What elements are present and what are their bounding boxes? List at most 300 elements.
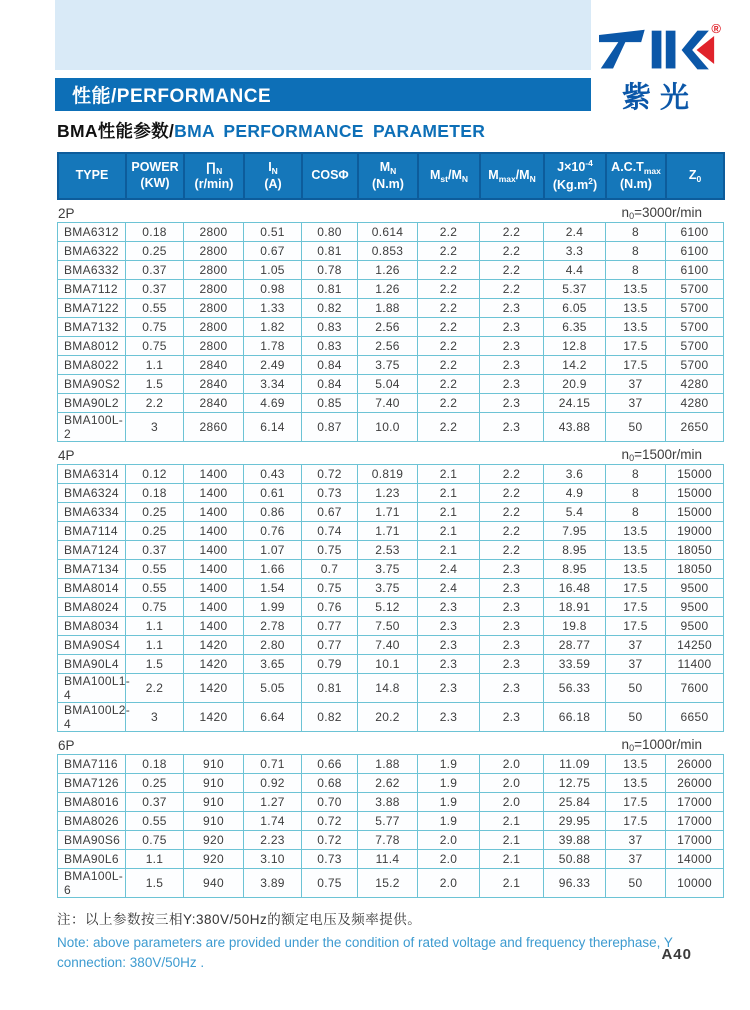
cell-mmax-mn: 2.2 [480,522,544,541]
cell-type: BMA90S4 [58,636,126,655]
cell-type: BMA6314 [58,465,126,484]
cell-cos-phi: 0.72 [302,465,358,484]
cell-rated-speed: 2840 [184,394,244,413]
cell-rated-current: 1.07 [244,541,302,560]
cell-power: 1.1 [126,636,184,655]
cell-rated-current: 3.89 [244,869,302,898]
cell-mmax-mn: 2.3 [480,655,544,674]
page-number: A40 [661,946,692,963]
table-row [58,812,724,831]
cell-rated-torque: 2.56 [358,337,418,356]
cell-rated-torque: 1.88 [358,299,418,318]
cell-mmax-mn: 2.3 [480,413,544,442]
cell-mmax-mn: 2.3 [480,318,544,337]
cell-cos-phi: 0.73 [302,484,358,503]
cell-mst-mn: 2.2 [418,261,480,280]
cell-z0: 18050 [666,560,724,579]
cell-cos-phi: 0.81 [302,674,358,703]
cell-inertia: 19.8 [544,617,606,636]
cell-type: BMA100L2-4 [58,703,126,732]
cell-act-max: 8 [606,242,666,261]
cell-cos-phi: 0.68 [302,774,358,793]
cell-mmax-mn: 2.3 [480,617,544,636]
cell-rated-torque: 10.0 [358,413,418,442]
cell-rated-torque: 20.2 [358,703,418,732]
cell-z0: 6100 [666,261,724,280]
cell-z0: 17000 [666,831,724,850]
column-header-rated-speed: $\prod_N$ (r/min) [184,153,244,199]
cell-z0: 6100 [666,223,724,242]
cell-type: BMA7124 [58,541,126,560]
cell-inertia: 24.15 [544,394,606,413]
cell-rated-torque: 15.2 [358,869,418,898]
cell-mmax-mn: 2.2 [480,503,544,522]
cell-z0: 14000 [666,850,724,869]
table-row [58,522,724,541]
header-row [58,153,724,199]
cell-mmax-mn: 2.3 [480,598,544,617]
cell-mmax-mn: 2.1 [480,850,544,869]
table-row [58,223,724,242]
cell-type: BMA8026 [58,812,126,831]
table-row [58,617,724,636]
cell-rated-speed: 2800 [184,280,244,299]
cell-cos-phi: 0.81 [302,280,358,299]
cell-act-max: 17.5 [606,579,666,598]
cell-z0: 17000 [666,812,724,831]
table-row [58,318,724,337]
cell-mmax-mn: 2.0 [480,774,544,793]
cell-mmax-mn: 2.3 [480,356,544,375]
cell-rated-current: 2.78 [244,617,302,636]
cell-mmax-mn: 2.3 [480,560,544,579]
cell-rated-speed: 2800 [184,242,244,261]
column-header-power: POWER (KW) [126,153,184,199]
cell-rated-current: 6.14 [244,413,302,442]
cell-rated-current: 1.78 [244,337,302,356]
parameter-table-2p [57,222,724,442]
cell-type: BMA90L2 [58,394,126,413]
cell-rated-torque: 5.04 [358,375,418,394]
cell-z0: 15000 [666,465,724,484]
cell-rated-torque: 0.853 [358,242,418,261]
section-label-row [57,200,703,222]
cell-rated-torque: 7.78 [358,831,418,850]
cell-rated-current: 2.23 [244,831,302,850]
cell-rated-speed: 1420 [184,636,244,655]
cell-type: BMA6334 [58,503,126,522]
cell-power: 0.37 [126,793,184,812]
section-pole-label: 4P [58,448,75,463]
cell-act-max: 8 [606,261,666,280]
cell-cos-phi: 0.74 [302,522,358,541]
cell-act-max: 37 [606,394,666,413]
cell-rated-torque: 1.26 [358,261,418,280]
cell-type: BMA7114 [58,522,126,541]
cell-mst-mn: 2.4 [418,560,480,579]
cell-mmax-mn: 2.2 [480,280,544,299]
cell-power: 3 [126,413,184,442]
cell-inertia: 96.33 [544,869,606,898]
cell-rated-current: 1.27 [244,793,302,812]
column-header-mst-mn: $M_{st}/M_N$ [418,153,480,199]
registered-trademark-symbol: ® [711,21,721,36]
cell-inertia: 39.88 [544,831,606,850]
cell-type: BMA100L1-4 [58,674,126,703]
cell-power: 3 [126,703,184,732]
cell-power: 0.25 [126,503,184,522]
cell-mst-mn: 2.2 [418,337,480,356]
page-title [57,118,703,143]
table-row [58,703,724,732]
cell-act-max: 8 [606,484,666,503]
cell-cos-phi: 0.78 [302,261,358,280]
cell-rated-current: 3.10 [244,850,302,869]
cell-mmax-mn: 2.3 [480,299,544,318]
cell-mmax-mn: 2.3 [480,674,544,703]
cell-cos-phi: 0.76 [302,598,358,617]
cell-rated-speed: 2860 [184,413,244,442]
cell-power: 1.5 [126,375,184,394]
cell-z0: 15000 [666,484,724,503]
cell-act-max: 8 [606,503,666,522]
cell-mst-mn: 2.3 [418,655,480,674]
cell-power: 0.75 [126,337,184,356]
cell-mst-mn: 2.0 [418,850,480,869]
parameter-table-6p [57,754,724,898]
cell-act-max: 13.5 [606,318,666,337]
cell-type: BMA100L-6 [58,869,126,898]
table-row [58,413,724,442]
cell-mmax-mn: 2.1 [480,812,544,831]
cell-act-max: 17.5 [606,793,666,812]
cell-inertia: 4.9 [544,484,606,503]
cell-inertia: 12.75 [544,774,606,793]
cell-inertia: 16.48 [544,579,606,598]
cell-power: 1.5 [126,655,184,674]
cell-z0: 5700 [666,337,724,356]
cell-type: BMA7132 [58,318,126,337]
cell-mmax-mn: 2.3 [480,703,544,732]
cell-mst-mn: 2.3 [418,636,480,655]
cell-act-max: 13.5 [606,755,666,774]
cell-z0: 18050 [666,541,724,560]
column-header-mmax-mn: $M_{max}/M_N$ [480,153,544,199]
cell-mst-mn: 2.2 [418,223,480,242]
cell-rated-torque: 7.40 [358,636,418,655]
cell-rated-speed: 910 [184,774,244,793]
cell-rated-current: 3.65 [244,655,302,674]
cell-rated-speed: 920 [184,831,244,850]
cell-inertia: 18.91 [544,598,606,617]
cell-type: BMA8022 [58,356,126,375]
table-row [58,394,724,413]
cell-z0: 15000 [666,503,724,522]
cell-cos-phi: 0.77 [302,617,358,636]
table-row [58,484,724,503]
cell-inertia: 56.33 [544,674,606,703]
note-english-line1: Note: above parameters are provided under the condition of rated voltage and frequency therephase, Y [57,935,673,950]
cell-rated-torque: 1.71 [358,522,418,541]
cell-cos-phi: 0.79 [302,655,358,674]
cell-rated-speed: 2840 [184,356,244,375]
cell-type: BMA90S2 [58,375,126,394]
cell-inertia: 2.4 [544,223,606,242]
cell-z0: 26000 [666,774,724,793]
cell-mst-mn: 2.1 [418,541,480,560]
brand-logo [596,21,721,116]
cell-power: 0.55 [126,812,184,831]
cell-act-max: 13.5 [606,560,666,579]
cell-cos-phi: 0.84 [302,375,358,394]
cell-rated-torque: 0.819 [358,465,418,484]
cell-mmax-mn: 2.2 [480,465,544,484]
cell-rated-speed: 2800 [184,299,244,318]
cell-power: 0.55 [126,299,184,318]
cell-cos-phi: 0.84 [302,356,358,375]
table-row [58,337,724,356]
cell-type: BMA6312 [58,223,126,242]
cell-rated-speed: 1400 [184,465,244,484]
cell-cos-phi: 0.82 [302,703,358,732]
cell-type: BMA6324 [58,484,126,503]
cell-power: 0.55 [126,560,184,579]
cell-rated-current: 6.64 [244,703,302,732]
cell-rated-torque: 5.12 [358,598,418,617]
cell-z0: 9500 [666,617,724,636]
performance-header-label: 性能/PERFORMANCE [72,86,272,107]
cell-rated-torque: 2.56 [358,318,418,337]
cell-power: 1.1 [126,356,184,375]
cell-mmax-mn: 2.2 [480,223,544,242]
cell-act-max: 8 [606,465,666,484]
table-row [58,579,724,598]
section-label-row [57,732,703,754]
cell-act-max: 13.5 [606,522,666,541]
cell-rated-current: 1.05 [244,261,302,280]
cell-type: BMA7126 [58,774,126,793]
cell-rated-torque: 1.88 [358,755,418,774]
cell-inertia: 8.95 [544,560,606,579]
cell-act-max: 13.5 [606,299,666,318]
cell-rated-speed: 2800 [184,337,244,356]
cell-rated-speed: 1400 [184,541,244,560]
cell-rated-torque: 1.23 [358,484,418,503]
cell-mmax-mn: 2.1 [480,831,544,850]
cell-type: BMA7122 [58,299,126,318]
cell-mst-mn: 2.2 [418,394,480,413]
cell-rated-torque: 2.53 [358,541,418,560]
cell-type: BMA90S6 [58,831,126,850]
cell-rated-speed: 940 [184,869,244,898]
cell-inertia: 43.88 [544,413,606,442]
section-speed-label: $n_0=3000r/\min$ [621,205,702,221]
cell-inertia: 5.37 [544,280,606,299]
cell-inertia: 6.05 [544,299,606,318]
cell-rated-current: 0.51 [244,223,302,242]
cell-rated-speed: 1420 [184,703,244,732]
table-row [58,465,724,484]
cell-mst-mn: 2.3 [418,703,480,732]
cell-mst-mn: 2.3 [418,598,480,617]
cell-type: BMA7134 [58,560,126,579]
cell-act-max: 17.5 [606,337,666,356]
cell-rated-current: 2.49 [244,356,302,375]
cell-z0: 5700 [666,318,724,337]
cell-rated-speed: 2800 [184,261,244,280]
page-title-chinese: BMA性能参数/ [57,121,175,141]
cell-rated-torque: 11.4 [358,850,418,869]
cell-rated-current: 5.05 [244,674,302,703]
cell-inertia: 28.77 [544,636,606,655]
cell-rated-torque: 5.77 [358,812,418,831]
cell-inertia: 29.95 [544,812,606,831]
cell-power: 0.75 [126,598,184,617]
cell-mst-mn: 2.1 [418,503,480,522]
cell-mmax-mn: 2.2 [480,261,544,280]
cell-z0: 5700 [666,356,724,375]
table-row [58,793,724,812]
cell-type: BMA8016 [58,793,126,812]
cell-power: 1.1 [126,850,184,869]
cell-act-max: 37 [606,375,666,394]
cell-inertia: 7.95 [544,522,606,541]
cell-mst-mn: 2.0 [418,869,480,898]
cell-mst-mn: 2.2 [418,318,480,337]
cell-cos-phi: 0.66 [302,755,358,774]
cell-rated-current: 0.76 [244,522,302,541]
cell-rated-torque: 3.88 [358,793,418,812]
cell-inertia: 5.4 [544,503,606,522]
cell-act-max: 17.5 [606,598,666,617]
cell-mst-mn: 2.2 [418,299,480,318]
cell-inertia: 11.09 [544,755,606,774]
cell-power: 0.25 [126,242,184,261]
cell-rated-torque: 10.1 [358,655,418,674]
cell-inertia: 12.8 [544,337,606,356]
cell-rated-current: 0.92 [244,774,302,793]
cell-mmax-mn: 2.2 [480,541,544,560]
cell-rated-speed: 1400 [184,617,244,636]
cell-z0: 2650 [666,413,724,442]
cell-act-max: 50 [606,869,666,898]
column-header-act-max: $A.C.T_{max}$ (N.m) [606,153,666,199]
cell-type: BMA90L6 [58,850,126,869]
cell-z0: 10000 [666,869,724,898]
cell-mmax-mn: 2.3 [480,337,544,356]
page-title-english: BMA PERFORMANCE PARAMETER [174,121,486,141]
table-row [58,674,724,703]
cell-inertia: 3.6 [544,465,606,484]
cell-inertia: 50.88 [544,850,606,869]
table-sections [57,200,712,898]
cell-rated-torque: 14.8 [358,674,418,703]
cell-inertia: 8.95 [544,541,606,560]
performance-header-bar [55,78,591,111]
section-2p [57,200,709,442]
cell-mst-mn: 2.1 [418,484,480,503]
cell-mmax-mn: 2.2 [480,242,544,261]
cell-mst-mn: 1.9 [418,774,480,793]
cell-z0: 5700 [666,280,724,299]
cell-type: BMA8014 [58,579,126,598]
section-pole-label: 2P [58,206,75,221]
cell-rated-current: 1.66 [244,560,302,579]
cell-z0: 11400 [666,655,724,674]
cell-z0: 5700 [666,299,724,318]
cell-act-max: 50 [606,674,666,703]
section-speed-label: $n_0=1500r/\min$ [621,447,702,463]
cell-power: 2.2 [126,674,184,703]
cell-type: BMA8024 [58,598,126,617]
cell-rated-speed: 1400 [184,579,244,598]
cell-mst-mn: 2.2 [418,280,480,299]
section-4p [57,442,712,732]
cell-inertia: 25.84 [544,793,606,812]
table-row [58,869,724,898]
cell-rated-speed: 910 [184,812,244,831]
cell-rated-speed: 2800 [184,223,244,242]
cell-rated-torque: 3.75 [358,579,418,598]
cell-act-max: 37 [606,831,666,850]
cell-rated-torque: 0.614 [358,223,418,242]
cell-z0: 9500 [666,579,724,598]
note-english [57,933,703,974]
cell-power: 2.2 [126,394,184,413]
cell-rated-speed: 920 [184,850,244,869]
table-row [58,242,724,261]
top-accent-band [55,0,591,70]
cell-power: 0.18 [126,755,184,774]
table-row [58,375,724,394]
table-row [58,299,724,318]
cell-act-max: 13.5 [606,774,666,793]
cell-type: BMA8012 [58,337,126,356]
cell-rated-current: 2.80 [244,636,302,655]
cell-type: BMA7116 [58,755,126,774]
cell-power: 0.55 [126,579,184,598]
cell-cos-phi: 0.83 [302,337,358,356]
cell-rated-speed: 1420 [184,655,244,674]
section-pole-label: 6P [58,738,75,753]
cell-power: 0.25 [126,774,184,793]
cell-inertia: 3.3 [544,242,606,261]
cell-mmax-mn: 2.2 [480,484,544,503]
cell-rated-speed: 2840 [184,375,244,394]
cell-rated-current: 0.43 [244,465,302,484]
parameter-table-4p [57,464,724,732]
cell-act-max: 13.5 [606,280,666,299]
cell-z0: 14250 [666,636,724,655]
table-row [58,541,724,560]
cell-type: BMA7112 [58,280,126,299]
cell-cos-phi: 0.81 [302,242,358,261]
cell-power: 0.25 [126,522,184,541]
note-english-line2: connection: 380V/50Hz . [57,955,205,971]
cell-power: 0.37 [126,261,184,280]
cell-mmax-mn: 2.1 [480,869,544,898]
cell-mst-mn: 1.9 [418,812,480,831]
cell-power: 1.5 [126,869,184,898]
cell-power: 0.37 [126,541,184,560]
cell-mst-mn: 1.9 [418,793,480,812]
cell-mst-mn: 1.9 [418,755,480,774]
cell-rated-speed: 1420 [184,674,244,703]
cell-mst-mn: 2.2 [418,242,480,261]
cell-cos-phi: 0.75 [302,541,358,560]
cell-power: 0.18 [126,223,184,242]
cell-act-max: 50 [606,413,666,442]
